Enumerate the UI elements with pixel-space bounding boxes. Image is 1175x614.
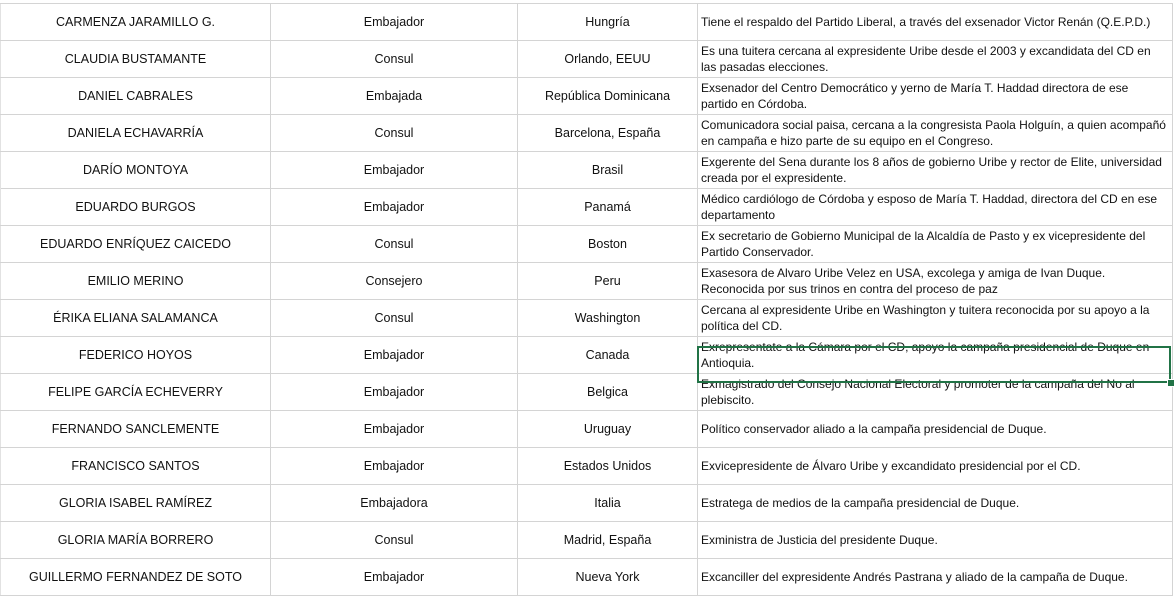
- place-cell[interactable]: Estados Unidos: [518, 448, 698, 485]
- name-cell[interactable]: GUILLERMO FERNANDEZ DE SOTO: [1, 559, 271, 596]
- name-cell[interactable]: GLORIA MARÍA BORRERO: [1, 522, 271, 559]
- place-cell[interactable]: Washington: [518, 300, 698, 337]
- name-cell[interactable]: EDUARDO ENRÍQUEZ CAICEDO: [1, 226, 271, 263]
- name-cell[interactable]: DANIEL CABRALES: [1, 78, 271, 115]
- description-cell[interactable]: Exmagistrado del Consejo Nacional Electoral y promoter de la campaña del No al plebiscito.: [698, 374, 1173, 411]
- role-cell[interactable]: Consul: [271, 41, 518, 78]
- role-cell[interactable]: Embajada: [271, 78, 518, 115]
- name-cell[interactable]: CARMENZA JARAMILLO G.: [1, 4, 271, 41]
- place-cell[interactable]: Peru: [518, 263, 698, 300]
- role-cell[interactable]: Consul: [271, 522, 518, 559]
- table-row: [1, 4, 1173, 41]
- description-cell[interactable]: Exsenador del Centro Democrático y yerno de María T. Haddad directora de ese partido en Córdoba.: [698, 78, 1173, 115]
- role-cell[interactable]: Consul: [271, 115, 518, 152]
- place-cell[interactable]: Barcelona, España: [518, 115, 698, 152]
- place-cell[interactable]: Canada: [518, 337, 698, 374]
- table-row: [1, 374, 1173, 411]
- table-row: [1, 152, 1173, 189]
- table-row: [1, 41, 1173, 78]
- place-cell[interactable]: Boston: [518, 226, 698, 263]
- description-cell[interactable]: Es una tuitera cercana al expresidente Uribe desde el 2003 y excandidata del CD en las pasadas elecciones.: [698, 41, 1173, 78]
- name-cell[interactable]: FELIPE GARCÍA ECHEVERRY: [1, 374, 271, 411]
- description-cell[interactable]: Exgerente del Sena durante los 8 años de gobierno Uribe y rector de Elite, universidad creada por el expresidente.: [698, 152, 1173, 189]
- table-row: [1, 189, 1173, 226]
- description-cell[interactable]: Comunicadora social paisa, cercana a la congresista Paola Holguín, a quien acompañó en campaña e hizo parte de su equipo en el Congreso.: [698, 115, 1173, 152]
- appointments-table: [0, 3, 1173, 596]
- name-cell[interactable]: ÉRIKA ELIANA SALAMANCA: [1, 300, 271, 337]
- name-cell[interactable]: FERNANDO SANCLEMENTE: [1, 411, 271, 448]
- place-cell[interactable]: Orlando, EEUU: [518, 41, 698, 78]
- table-row: [1, 263, 1173, 300]
- table-row: [1, 522, 1173, 559]
- description-cell[interactable]: Cercana al expresidente Uribe en Washington y tuitera reconocida por su apoyo a la política del CD.: [698, 300, 1173, 337]
- description-cell[interactable]: Excanciller del expresidente Andrés Pastrana y aliado de la campaña de Duque.: [698, 559, 1173, 596]
- name-cell[interactable]: CLAUDIA BUSTAMANTE: [1, 41, 271, 78]
- name-cell[interactable]: EMILIO MERINO: [1, 263, 271, 300]
- table-body: [1, 4, 1173, 596]
- role-cell[interactable]: Embajador: [271, 337, 518, 374]
- role-cell[interactable]: Embajador: [271, 4, 518, 41]
- name-cell[interactable]: DARÍO MONTOYA: [1, 152, 271, 189]
- role-cell[interactable]: Embajador: [271, 448, 518, 485]
- description-cell[interactable]: Ex secretario de Gobierno Municipal de la Alcaldía de Pasto y ex vicepresidente del Partido Conservador.: [698, 226, 1173, 263]
- name-cell[interactable]: FRANCISCO SANTOS: [1, 448, 271, 485]
- role-cell[interactable]: Consejero: [271, 263, 518, 300]
- role-cell[interactable]: Embajador: [271, 374, 518, 411]
- place-cell[interactable]: Nueva York: [518, 559, 698, 596]
- name-cell[interactable]: EDUARDO BURGOS: [1, 189, 271, 226]
- role-cell[interactable]: Consul: [271, 226, 518, 263]
- table-row: [1, 411, 1173, 448]
- place-cell[interactable]: República Dominicana: [518, 78, 698, 115]
- fill-handle[interactable]: [1167, 379, 1175, 387]
- place-cell[interactable]: Hungría: [518, 4, 698, 41]
- role-cell[interactable]: Consul: [271, 300, 518, 337]
- place-cell[interactable]: Panamá: [518, 189, 698, 226]
- description-cell[interactable]: Médico cardiólogo de Córdoba y esposo de María T. Haddad, directora del CD en ese departamento: [698, 189, 1173, 226]
- name-cell[interactable]: DANIELA ECHAVARRÍA: [1, 115, 271, 152]
- role-cell[interactable]: Embajador: [271, 411, 518, 448]
- name-cell[interactable]: GLORIA ISABEL RAMÍREZ: [1, 485, 271, 522]
- description-cell[interactable]: Tiene el respaldo del Partido Liberal, a través del exsenador Victor Renán (Q.E.P.D.): [698, 4, 1173, 41]
- table-row: [1, 448, 1173, 485]
- role-cell[interactable]: Embajador: [271, 189, 518, 226]
- table-row: [1, 115, 1173, 152]
- place-cell[interactable]: Brasil: [518, 152, 698, 189]
- place-cell[interactable]: Uruguay: [518, 411, 698, 448]
- place-cell[interactable]: Italia: [518, 485, 698, 522]
- description-cell[interactable]: Estratega de medios de la campaña presidencial de Duque.: [698, 485, 1173, 522]
- role-cell[interactable]: Embajador: [271, 559, 518, 596]
- place-cell[interactable]: Madrid, España: [518, 522, 698, 559]
- table-row: [1, 337, 1173, 374]
- description-cell[interactable]: Exasesora de Alvaro Uribe Velez en USA, excolega y amiga de Ivan Duque. Reconocida por sus trinos en contra del proceso de paz: [698, 263, 1173, 300]
- role-cell[interactable]: Embajadora: [271, 485, 518, 522]
- role-cell[interactable]: Embajador: [271, 152, 518, 189]
- name-cell[interactable]: FEDERICO HOYOS: [1, 337, 271, 374]
- description-cell[interactable]: Político conservador aliado a la campaña presidencial de Duque.: [698, 411, 1173, 448]
- place-cell[interactable]: Belgica: [518, 374, 698, 411]
- description-cell[interactable]: Exministra de Justicia del presidente Duque.: [698, 522, 1173, 559]
- description-cell[interactable]: Exvicepresidente de Álvaro Uribe y excandidato presidencial por el CD.: [698, 448, 1173, 485]
- table-row: [1, 78, 1173, 115]
- table-row: [1, 300, 1173, 337]
- table-row: [1, 226, 1173, 263]
- table-row: [1, 559, 1173, 596]
- selected-description-cell[interactable]: Exrepresentate a la Cámara por el CD, apoyo la campaña presidencial de Duque en Antioquia.: [698, 337, 1173, 374]
- table-row: [1, 485, 1173, 522]
